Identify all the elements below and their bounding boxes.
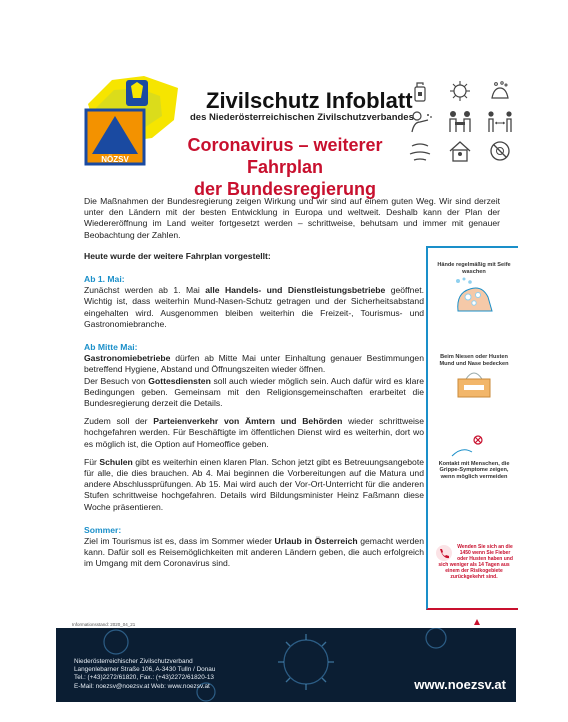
stay-home-icon — [444, 138, 476, 164]
schulen-paragraph — [84, 457, 424, 513]
headline — [170, 134, 400, 200]
tissue-box-icon — [448, 367, 500, 401]
headline-line-1: Coronavirus – weiterer Fahrplan — [187, 135, 383, 177]
text-run: Ziel im Tourismus ist es, dass im Sommer wieder — [84, 536, 275, 547]
page-title: Zivilschutz Infoblatt — [206, 88, 413, 113]
text-run: gemacht werden kann. Dafür soll es Reisemöglichkeiten mit anderen Ländern geben, die auch erfolgreich im Umgang mit dem Coronavirus sind. — [84, 536, 424, 569]
hygiene-icons — [404, 78, 522, 170]
avoid-contact-icon — [448, 432, 500, 458]
footer-org: Niederösterreichischer Zivilschutzverband — [74, 658, 193, 665]
text-run: Für — [84, 456, 100, 467]
tip-cover-mouth — [434, 354, 514, 404]
hygiene-tips-column — [426, 246, 518, 610]
no-face-touching-icon — [484, 138, 516, 164]
lead-line: Heute wurde der weitere Fahrplan vorgestellt: — [84, 250, 271, 261]
section-1-mai-text — [84, 285, 424, 330]
section-heading-mitte-mai: Ab Mitte Mai: — [84, 342, 138, 353]
page-subtitle: des Niederösterreichischen Zivilschutzverbandes — [190, 112, 414, 123]
tip-avoid-contact — [434, 432, 514, 480]
sommer-paragraph — [84, 536, 424, 570]
text-run: dürfen ab Mitte Mai unter Einhaltung genauer Bestimmungen betreffend Hygiene, Abstand und Öffnungszeiten wieder öffnen. — [84, 353, 424, 375]
gottesdienst-paragraph — [84, 376, 424, 410]
bold-run: Gastronomiebetriebe — [84, 353, 171, 364]
tip-handwashing — [434, 262, 514, 316]
text-run: Zudem soll der — [84, 416, 154, 427]
bold-run: Gottesdiensten — [148, 375, 211, 386]
text-run: soll auch wieder möglich sein. Auch dafür wird es klare Bedingungen geben. Gemeinsam mit den Religionsgemeinschaften erarbeitet die Bundesregierung derzeit die Details. — [84, 375, 424, 409]
behoerden-paragraph — [84, 416, 424, 450]
cough-icon — [404, 138, 436, 164]
disinfectant-dispenser-icon — [404, 78, 436, 104]
handwashing-illustration-icon — [448, 275, 500, 313]
phone-icon — [434, 544, 454, 562]
distance-icon — [484, 108, 516, 134]
information-date: Informationsstand: 2020_04_21 — [72, 622, 136, 627]
tip-hotline-text: Wenden Sie sich an die 1450 wenn Sie Fieber oder Husten haben und sich weniger als 14 Tagen aus einem der Risikogebiete zurückgekehrt sind. — [438, 544, 513, 580]
sneeze-into-elbow-icon — [404, 108, 436, 134]
handwashing-icon — [484, 78, 516, 104]
noezsv-logo — [82, 68, 182, 168]
virus-icon — [444, 78, 476, 104]
footer-phone: Tel.: (+43)2272/61820, Fax.: (+43)2272/61820-13 — [74, 674, 214, 682]
headline-line-2: der Bundesregierung — [193, 179, 377, 199]
austria-flag-icon — [474, 619, 480, 625]
text-run: gibt es weiterhin einen klaren Plan. Schon jetzt gibt es Betreuungsangebote für alle, die dies brauchen. Ab 4. Mai beginnen die Vorbereitungen auf die Matura und andere Abschlussprüfungen. Ab 15. Mai wird auch der Vor-Ort-Unterricht für die anderen Stufen schrittweise hochgefahren. Details wird Bildungsminister Heinz Faßmann diese Woche präsentieren. — [84, 456, 425, 512]
text-run: geöffnet. Wichtig ist, dass weiterhin Mund-Nasen-Schutz getragen und der Sicherheitsabstand eingehalten wird. Ausgenommen bleiben weiterhin die Freizeit-, Tourismus- und Gastronomiebranche. — [84, 285, 424, 329]
footer — [56, 628, 516, 702]
section-heading-sommer: Sommer: — [84, 524, 122, 535]
bold-run: Schulen — [99, 456, 133, 467]
tip-cover-mouth-text: Beim Niesen oder Husten Mund und Nase bedecken — [439, 354, 509, 367]
tip-avoid-contact-text: Kontakt mit Menschen, die Grippe-Symptome zeigen, wenn möglich vermeiden — [438, 460, 510, 480]
text-run: Der Besuch von — [84, 375, 149, 386]
logo-text: NÖZSV — [101, 155, 129, 164]
footer-website-link[interactable]: www.noezsv.at — [414, 677, 506, 692]
bold-run: Parteienverkehr von Ämtern und Behörden — [153, 416, 343, 427]
text-run: Zunächst werden ab 1. Mai — [84, 285, 206, 296]
no-handshake-icon — [444, 108, 476, 134]
tip-hotline — [434, 544, 514, 580]
intro-paragraph: Die Maßnahmen der Bundesregierung zeigen Wirkung und wir sind auf einem guten Weg. Wir sind derzeit unter den Ländern mit der besten Entwicklung in Europa und weltweit. Deshalb kann der Plan der Wiedereröffnung im Land weiter fortgesetzt werden – schrittweise, behutsam und immer mit genauer Beobachtung der Zahlen. — [84, 196, 500, 240]
bold-run: Urlaub in Österreich — [274, 536, 358, 547]
text-run: wieder schrittweise hochgefahren werden. Für Beschäftigte im öffentlichen Dienst wird es weiterhin, dort wo es möglich ist, die Option auf Homeoffice geben. — [84, 416, 424, 449]
tip-handwashing-text: Hände regelmäßig mit Seife waschen — [437, 262, 511, 275]
footer-address — [74, 658, 215, 691]
bold-run: alle Handels- und Dienstleistungsbetriebe — [205, 285, 386, 296]
footer-street: Langenlebarner Straße 106, A-3430 Tulln / Donau — [74, 666, 216, 674]
section-heading-1-mai: Ab 1. Mai: — [84, 274, 125, 285]
footer-email[interactable]: E-Mail: noezsv@noezsv.at Web: www.noezsv.at — [74, 682, 210, 690]
gastronomie-paragraph — [84, 353, 424, 375]
